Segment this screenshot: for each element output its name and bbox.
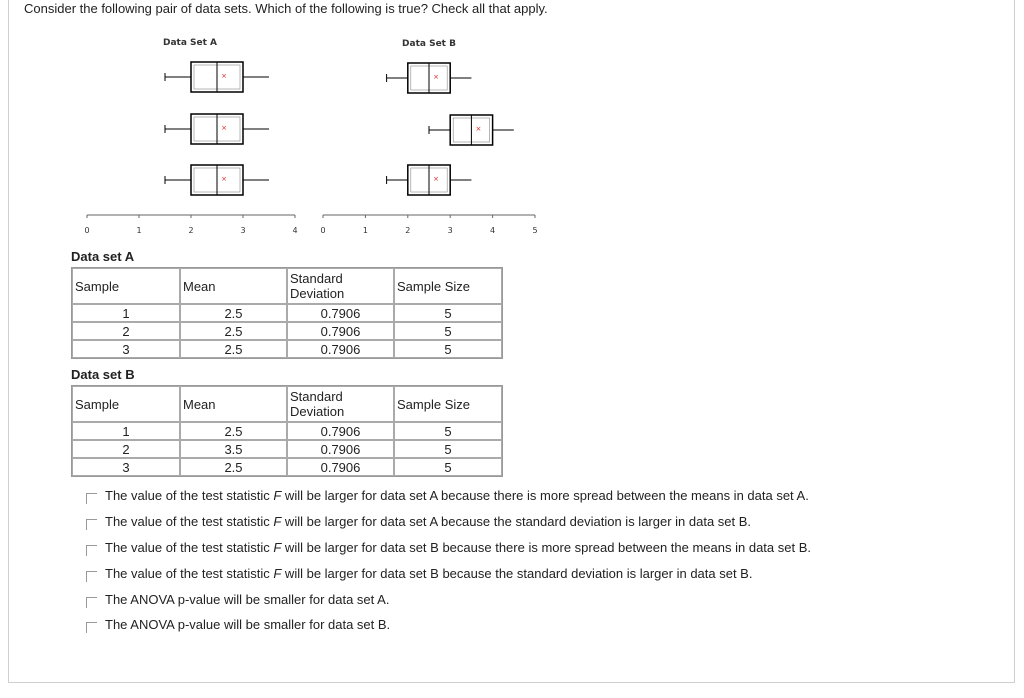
chart-title: Data Set A [162, 38, 218, 48]
checkbox[interactable] [86, 597, 97, 608]
mean-marker: × [433, 73, 439, 81]
answer-options [86, 483, 811, 638]
cell-sample: 2 [72, 322, 180, 340]
chart-title: Data Set B [402, 39, 456, 49]
cell-mean: 2.5 [180, 304, 287, 322]
table-b-title: Data set B [71, 367, 135, 382]
table-a-title: Data set A [71, 249, 135, 264]
x-tick-label: 2 [188, 226, 194, 235]
table-row [72, 458, 502, 476]
mean-marker: × [221, 175, 227, 183]
cell-std: 0.7906 [287, 440, 394, 458]
cell-size: 5 [394, 440, 502, 458]
statistic-symbol: F [273, 514, 282, 530]
answer-option[interactable] [86, 612, 811, 638]
x-tick-label: 4 [490, 226, 496, 235]
mean-marker: × [221, 124, 227, 132]
table-row [72, 440, 502, 458]
x-tick-label: 3 [447, 226, 453, 235]
answer-option[interactable] [86, 509, 811, 535]
cell-std: 0.7906 [287, 322, 394, 340]
cell-size: 5 [394, 422, 502, 440]
cell-mean: 3.5 [180, 440, 287, 458]
statistic-symbol: F [273, 565, 282, 581]
cell-size: 5 [394, 458, 502, 476]
question-text: Consider the following pair of data sets. Which of the following is true? Check all that apply. [24, 1, 548, 16]
cell-std: 0.7906 [287, 458, 394, 476]
cell-size: 5 [394, 304, 502, 322]
answer-option-label: The value of the test statistic F will be larger for data set A because there is more spread between the means in data set A. [105, 488, 809, 504]
header-size: Sample Size [394, 386, 502, 422]
table-row [72, 422, 502, 440]
answer-option[interactable] [86, 586, 811, 612]
table-row [72, 322, 502, 340]
answer-option-label: The value of the test statistic F will be larger for data set B because there is more spread between the means in data set B. [105, 539, 811, 555]
cell-sample: 3 [72, 458, 180, 476]
cell-mean: 2.5 [180, 458, 287, 476]
boxplot-figure [0, 0, 1024, 250]
x-tick-label: 0 [84, 226, 90, 235]
header-size: Sample Size [394, 268, 502, 304]
statistic-symbol: F [273, 539, 282, 555]
x-tick-label: 5 [532, 226, 538, 235]
answer-option-label: The value of the test statistic F will be larger for data set B because the standard deviation is larger in data set B. [105, 565, 753, 581]
header-mean: Mean [180, 268, 287, 304]
table-b [71, 385, 503, 477]
cell-std: 0.7906 [287, 304, 394, 322]
table-row [72, 340, 502, 358]
answer-option[interactable] [86, 535, 811, 561]
x-tick-label: 4 [292, 226, 298, 235]
checkbox[interactable] [86, 493, 97, 504]
table-header-row [72, 386, 502, 422]
x-tick-label: 1 [136, 226, 142, 235]
cell-size: 5 [394, 340, 502, 358]
cell-size: 5 [394, 322, 502, 340]
mean-marker: × [433, 175, 439, 183]
cell-mean: 2.5 [180, 422, 287, 440]
table-a [71, 267, 503, 359]
header-sample: Sample [72, 268, 180, 304]
header-sample: Sample [72, 386, 180, 422]
cell-std: 0.7906 [287, 340, 394, 358]
cell-sample: 1 [72, 422, 180, 440]
checkbox[interactable] [86, 545, 97, 556]
answer-option[interactable] [86, 560, 811, 586]
statistic-symbol: F [273, 488, 282, 504]
header-std: Standard Deviation [287, 386, 394, 422]
cell-sample: 3 [72, 340, 180, 358]
cell-mean: 2.5 [180, 340, 287, 358]
x-tick-label: 0 [320, 226, 326, 235]
checkbox[interactable] [86, 571, 97, 582]
answer-option[interactable] [86, 483, 811, 509]
cell-mean: 2.5 [180, 322, 287, 340]
mean-marker: × [475, 125, 482, 133]
cell-std: 0.7906 [287, 422, 394, 440]
table-row [72, 304, 502, 322]
checkbox[interactable] [86, 519, 97, 530]
answer-option-label: The value of the test statistic F will be larger for data set A because the standard deviation is larger in data set B. [105, 514, 752, 530]
x-tick-label: 1 [362, 226, 368, 235]
answer-option-label: The ANOVA p-value will be smaller for data set B. [105, 617, 391, 633]
checkbox[interactable] [86, 622, 97, 633]
answer-option-label: The ANOVA p-value will be smaller for data set A. [105, 591, 390, 607]
cell-sample: 2 [72, 440, 180, 458]
header-mean: Mean [180, 386, 287, 422]
table-header-row [72, 268, 502, 304]
header-std: Standard Deviation [287, 268, 394, 304]
x-tick-label: 3 [240, 226, 246, 235]
mean-marker: × [221, 72, 227, 80]
cell-sample: 1 [72, 304, 180, 322]
x-tick-label: 2 [405, 226, 411, 235]
